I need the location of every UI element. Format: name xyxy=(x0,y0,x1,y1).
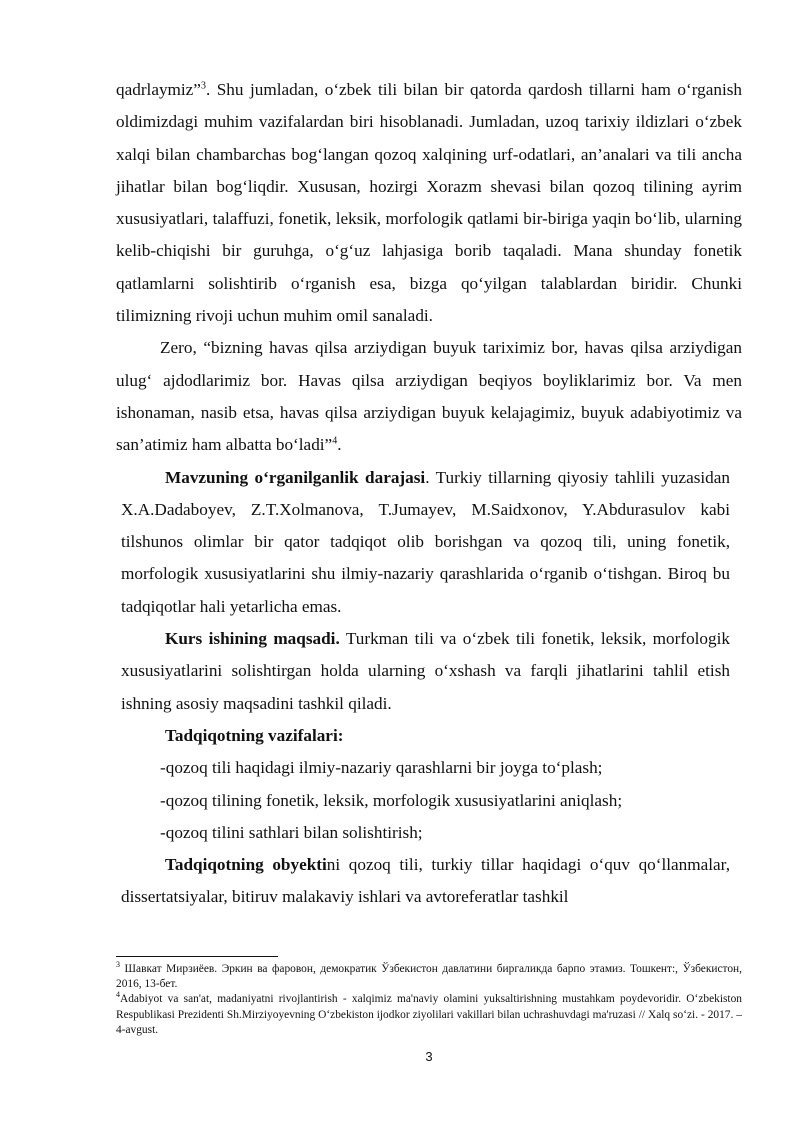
footnote-4: $^4$Adabiyot va san'at, madaniyatni rivojlantirish - xalqimiz ma'naviy olamini yuksaltirishning mustahkam poydevoridir. O‘zbekiston Respublikasi Prezidenti Sh.Mirziyoyevning O‘zbekiston ijodkor ziyolilari vakillari bilan uchrashuvdagi ma'ruzasi // Xalq so‘zi. - 2017. – 4-avgust. xyxy=(116,990,742,1036)
paragraph-object: Tadqiqotning obyektini qozoq tili, turkiy tillar haqidagi o‘quv qo‘llanmalar, dissertatsiyalar, bitiruv malakaviy ishlari va avtoreferatlar tashkil xyxy=(121,855,730,907)
heading-object: Tadqiqotning obyekti xyxy=(165,855,327,875)
footnotes xyxy=(116,962,742,1038)
task-item: -qozoq tilining fonetik, leksik, morfologik xususiyatlarini aniqlash; xyxy=(160,790,623,810)
heading-goal: Kurs ishining maqsadi. xyxy=(165,629,340,649)
heading-tasks: Tadqiqotning vazifalari: xyxy=(165,725,344,745)
footnote-ref-3[interactable]: 3 xyxy=(200,80,206,92)
paragraph-intro: qadrlaymiz”$^3$. Shu jumladan, o‘zbek tili bilan bir qatorda qardosh tillarni ham o‘rganish oldimizdagi muhim vazifalardan biri hisoblanadi. Jumladan, uzoq tarixiy ildizlari o‘zbek xalqi bilan chambarchas bog‘langan qozoq xalqining urf-odatlari, an’analari va tili ancha jihatlar bilan bog‘liqdir. Xususan, hozirgi Xorazm shevasi bilan qozoq tilining ayrim xususiyatlari, talaffuzi, fonetik, leksik, morfologik qatlami bir-biriga yaqin bo‘lib, ularning kelib-chiqishi bir guruhga, o‘g‘uz lahjasiga borib taqaladi. Mana shunday fonetik qatlamlarni solishtirib o‘rganish esa, bizga qo‘yilgan talablardan biridir. Chunki tilimizning rivoji uchun muhim omil sanaladi. xyxy=(116,80,742,326)
task-item: -qozoq tili haqidagi ilmiy-nazariy qarashlarni bir joyga to‘plash; xyxy=(160,758,603,778)
footnote-ref-4[interactable]: 4 xyxy=(332,435,338,447)
footnote-divider xyxy=(116,956,278,957)
paragraph-quote: Zero, “bizning havas qilsa arziydigan buyuk tariximiz bor, havas qilsa arziydigan ulug‘ ajdodlarimiz bor. Havas qilsa arziydigan beqiyos boyliklarimiz bor. Va men ishonaman, nasib etsa, havas qilsa arziydigan buyuk kelajagimiz, buyuk adabiyotimiz va san’atimiz ham albatta bo‘ladi”$^4$. xyxy=(116,338,742,455)
page-number: 3 xyxy=(425,1049,433,1064)
paragraph-study-degree: Mavzuning o‘rganilganlik darajasi. Turkiy tillarning qiyosiy tahlili yuzasidan X.A.Dadaboyev, Z.T.Xolmanova, T.Jumayev, M.Saidxonov, Y.Abdurasulov kabi tilshunos olimlar bir qator tadqiqot olib borishgan va qozoq tili, uning fonetik, morfologik xususiyatlarini shu ilmiy-nazariy qarashlarida o‘rganib o‘tishgan. Biroq bu tadqiqotlar hali yetarlicha emas. xyxy=(121,467,731,616)
heading-study-degree: Mavzuning o‘rganilganlik darajasi xyxy=(165,467,426,487)
task-item: -qozoq tilini sathlari bilan solishtirish; xyxy=(160,822,423,842)
paragraph-goal: Kurs ishining maqsadi. Turkman tili va o‘zbek tili fonetik, leksik, morfologik xususiyatlarini solishtirgan holda ularning o‘xshash va farqli jihatlarini tahlil etish ishning asosiy maqsadini tashkil qiladi. xyxy=(121,629,730,713)
heading-tasks-line xyxy=(121,720,730,752)
footnote-3: $^3$ Шавкат Мирзиёев. Эркин ва фаровон, демократик Ўзбекистон давлатини биргаликда барпо этамиз. Тошкент:, Ўзбекистон, 2016, 13-бет. xyxy=(116,960,742,991)
body-text xyxy=(116,74,742,914)
